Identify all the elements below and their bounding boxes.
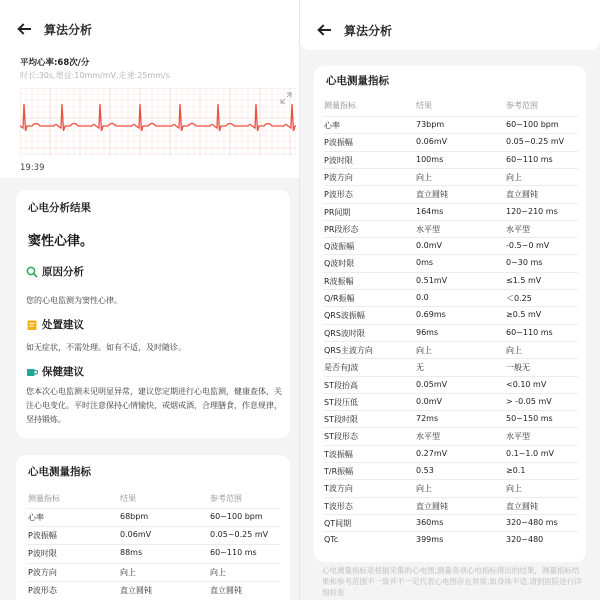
cell-indicator: Q/R振幅 bbox=[324, 294, 355, 303]
cell-range: 一般无 bbox=[506, 363, 530, 373]
cell-indicator: ST段压低 bbox=[324, 397, 358, 407]
cell-range: 320~480 ms bbox=[506, 517, 558, 527]
table-row bbox=[324, 137, 596, 148]
table-row bbox=[324, 380, 596, 391]
cell-result: 向上 bbox=[120, 567, 136, 577]
table-row bbox=[324, 310, 596, 321]
advice-title-text: 处置建议 bbox=[42, 319, 84, 331]
cell-result: 96ms bbox=[416, 327, 439, 337]
row-divider bbox=[324, 151, 578, 152]
cell-indicator: ST段形态 bbox=[324, 432, 358, 442]
table-row bbox=[28, 530, 300, 541]
row-divider bbox=[324, 376, 578, 377]
analysis-result-card bbox=[16, 190, 290, 438]
row-divider bbox=[324, 168, 578, 169]
table-row bbox=[324, 535, 596, 544]
table-row bbox=[324, 224, 596, 235]
table-row bbox=[324, 293, 596, 304]
cell-range: 水平型 bbox=[506, 432, 530, 442]
cell-indicator: P波时限 bbox=[28, 549, 57, 559]
cell-indicator: 心率 bbox=[28, 513, 44, 522]
cell-result: 水平型 bbox=[416, 224, 440, 234]
cell-result: 无 bbox=[416, 363, 424, 373]
cell-indicator: P波形态 bbox=[28, 585, 57, 595]
cell-range: 向上 bbox=[506, 345, 522, 355]
cause-section-title bbox=[26, 264, 84, 279]
row-divider bbox=[28, 563, 280, 564]
cell-result: 164ms bbox=[416, 206, 444, 216]
cause-text: 您的心电监测为窦性心律。 bbox=[26, 296, 122, 305]
row-divider bbox=[28, 526, 280, 527]
row-divider bbox=[324, 116, 578, 117]
table-row bbox=[324, 518, 596, 529]
cause-title-text: 原因分析 bbox=[42, 266, 84, 278]
row-divider bbox=[324, 393, 578, 394]
table-row bbox=[324, 397, 596, 408]
table-row bbox=[324, 258, 596, 269]
cell-range: 向上 bbox=[210, 567, 226, 577]
search-icon bbox=[26, 266, 38, 278]
cell-result: 0.06mV bbox=[416, 137, 448, 147]
cell-range: ＜0.25 bbox=[506, 294, 532, 303]
advice-text: 如无症状，不需处理。如有不适，及时随诊。 bbox=[26, 343, 186, 352]
row-divider bbox=[324, 462, 578, 463]
cell-range: 直立圆钝 bbox=[506, 501, 538, 511]
cell-range: 60~110 ms bbox=[210, 548, 257, 558]
advice-section-title bbox=[26, 317, 84, 332]
cup-icon bbox=[26, 366, 38, 378]
cell-range: 直立圆钝 bbox=[506, 190, 538, 200]
cell-range: ≤1.5 mV bbox=[506, 275, 542, 285]
cell-range: 60~110 ms bbox=[506, 154, 553, 164]
cell-range: 向上 bbox=[506, 172, 522, 182]
analysis-card-title: 心电分析结果 bbox=[28, 202, 91, 214]
cell-range: 向上 bbox=[506, 484, 522, 494]
cell-result: 向上 bbox=[416, 345, 432, 355]
row-divider bbox=[28, 581, 280, 582]
table-row bbox=[324, 120, 596, 131]
cell-range: 120~210 ms bbox=[506, 206, 558, 216]
cell-range: 0~30 ms bbox=[506, 258, 543, 268]
row-divider bbox=[324, 341, 578, 342]
table-row bbox=[324, 189, 596, 200]
cell-indicator: ST段时限 bbox=[324, 415, 358, 425]
row-divider bbox=[28, 544, 280, 545]
table-row bbox=[324, 449, 596, 460]
table-row bbox=[324, 328, 596, 339]
cell-indicator: T/R振幅 bbox=[324, 467, 354, 476]
row-divider bbox=[324, 185, 578, 186]
row-divider bbox=[324, 497, 578, 498]
cell-range: 60~100 bpm bbox=[210, 512, 263, 521]
table-row bbox=[324, 172, 596, 183]
cell-range: 直立圆钝 bbox=[210, 585, 242, 595]
rhythm-result: 窦性心律。 bbox=[28, 234, 94, 249]
cell-range: 60~110 ms bbox=[506, 327, 553, 337]
measurement-table-header bbox=[28, 493, 300, 504]
cell-result: 0.69ms bbox=[416, 310, 446, 320]
cell-indicator: PR间期 bbox=[324, 207, 351, 217]
cell-range: ≥0.5 mV bbox=[506, 310, 542, 320]
cell-range: 320~480 bbox=[506, 535, 544, 545]
table-row bbox=[28, 585, 300, 596]
table-row bbox=[324, 501, 596, 512]
row-divider bbox=[324, 479, 578, 480]
cell-indicator: P波振幅 bbox=[28, 531, 57, 541]
row-divider bbox=[324, 531, 578, 532]
row-divider bbox=[324, 445, 578, 446]
record-time: 19:39 bbox=[20, 163, 45, 173]
row-divider bbox=[324, 237, 578, 238]
table-row bbox=[324, 207, 596, 218]
cell-result: 0.06mV bbox=[120, 530, 152, 540]
cell-result: 0.27mV bbox=[416, 448, 448, 458]
row-divider bbox=[324, 427, 578, 428]
cell-result: 直立圆钝 bbox=[416, 190, 448, 200]
ecg-chart bbox=[20, 88, 296, 156]
measurement-card bbox=[16, 455, 290, 600]
health-section-title bbox=[26, 364, 84, 379]
row-divider bbox=[324, 324, 578, 325]
cell-result: 0.0 bbox=[416, 293, 429, 302]
table-row bbox=[324, 414, 596, 425]
cell-indicator: 心率 bbox=[324, 121, 340, 130]
cell-indicator: QTc bbox=[324, 535, 339, 545]
table-row bbox=[324, 276, 596, 287]
cell-range: 0.05~0.25 mV bbox=[210, 530, 269, 540]
row-divider bbox=[324, 272, 578, 273]
cell-range: 60~100 bpm bbox=[506, 120, 559, 129]
back-arrow-icon[interactable] bbox=[18, 22, 32, 36]
row-divider bbox=[324, 289, 578, 290]
cell-result: 0.05mV bbox=[416, 379, 448, 389]
cell-indicator: QRS波振幅 bbox=[324, 311, 365, 321]
measurement-card bbox=[314, 66, 586, 562]
header-result: 结果 bbox=[120, 494, 136, 503]
header-result: 结果 bbox=[416, 101, 432, 110]
measurement-card-title: 心电测量指标 bbox=[28, 466, 91, 478]
cell-indicator: T波形态 bbox=[324, 501, 353, 511]
recording-meta: 时长:30s,增益:10mm/mV,走速:25mm/s bbox=[20, 71, 170, 80]
cell-result: 0.0mV bbox=[416, 241, 442, 251]
cell-result: 88ms bbox=[120, 548, 143, 558]
health-title-text: 保健建议 bbox=[42, 366, 84, 378]
cell-indicator: P波形态 bbox=[324, 190, 353, 200]
cell-indicator: P波方向 bbox=[28, 567, 57, 577]
right-screen bbox=[300, 0, 600, 600]
table-row bbox=[324, 241, 596, 252]
cell-range: <0.10 mV bbox=[506, 379, 547, 389]
header-indicator: 测量指标 bbox=[28, 494, 60, 503]
cell-result: 水平型 bbox=[416, 432, 440, 442]
cell-result: 360ms bbox=[416, 517, 444, 527]
header-range: 参考范围 bbox=[210, 494, 242, 503]
row-divider bbox=[324, 220, 578, 221]
row-divider bbox=[324, 203, 578, 204]
header-indicator: 测量指标 bbox=[324, 101, 356, 110]
cell-result: 0ms bbox=[416, 258, 434, 268]
cell-indicator: P波时限 bbox=[324, 155, 353, 165]
cell-indicator: Q波时限 bbox=[324, 259, 355, 269]
cell-indicator: T波振幅 bbox=[324, 449, 353, 459]
row-divider bbox=[324, 358, 578, 359]
table-row bbox=[324, 362, 596, 373]
table-row bbox=[28, 512, 300, 523]
table-row bbox=[324, 483, 596, 494]
disclaimer-note: 心电测量指标是根据采集的心电图,测量各项心电指标得出的结果，测量指标结果和参考范围不一致并不一定代表心电图存在异常,如身体不适,请到医院进行详细检查 bbox=[322, 566, 582, 597]
table-row bbox=[324, 466, 596, 477]
table-row bbox=[324, 345, 596, 356]
header-range: 参考范围 bbox=[506, 101, 538, 110]
cell-indicator: T波方向 bbox=[324, 484, 353, 494]
cell-result: 向上 bbox=[416, 172, 432, 182]
page-title: 算法分析 bbox=[44, 22, 93, 37]
row-divider bbox=[28, 508, 280, 509]
cell-result: 直立圆钝 bbox=[416, 501, 448, 511]
cell-indicator: QRS主波方向 bbox=[324, 345, 373, 355]
cell-result: 0.53 bbox=[416, 466, 434, 475]
row-divider bbox=[324, 254, 578, 255]
cell-range: -0.5~0 mV bbox=[506, 241, 550, 251]
cell-result: 68bpm bbox=[120, 512, 149, 521]
cell-result: 72ms bbox=[416, 414, 439, 424]
cell-indicator: PR段形态 bbox=[324, 224, 359, 234]
table-row bbox=[28, 548, 300, 559]
cell-range: > -0.05 mV bbox=[506, 396, 552, 406]
cell-result: 399ms bbox=[416, 535, 444, 545]
measurement-card-title: 心电测量指标 bbox=[326, 75, 389, 87]
table-row bbox=[324, 155, 596, 166]
health-text: 您本次心电监测未见明显异常，建议您定期进行心电监测，健康查体，关注心电变化。平时注意保持心情愉快，戒烟戒酒，合理膳食，作息规律，坚持锻炼。 bbox=[26, 387, 282, 424]
cell-result: 0.51mV bbox=[416, 275, 448, 285]
cell-indicator: QRS波时限 bbox=[324, 328, 365, 338]
cell-range: 50~150 ms bbox=[506, 414, 553, 424]
cell-indicator: ST段抬高 bbox=[324, 380, 358, 390]
row-divider bbox=[324, 306, 578, 307]
average-heart-rate: 平均心率:68次/分 bbox=[20, 58, 90, 68]
left-topbar bbox=[0, 18, 92, 40]
cell-range: 0.1~1.0 mV bbox=[506, 448, 554, 458]
cell-range: ≥0.1 bbox=[506, 466, 526, 475]
cell-range: 0.05~0.25 mV bbox=[506, 137, 565, 147]
row-divider bbox=[324, 514, 578, 515]
cell-indicator: R波振幅 bbox=[324, 276, 354, 286]
cell-result: 100ms bbox=[416, 154, 444, 164]
back-arrow-icon[interactable] bbox=[318, 23, 332, 37]
cell-result: 直立圆钝 bbox=[120, 585, 152, 595]
cell-indicator: Q波振幅 bbox=[324, 242, 355, 252]
table-row bbox=[28, 567, 300, 578]
cell-result: 73bpm bbox=[416, 120, 445, 129]
expand-icon[interactable] bbox=[280, 92, 292, 104]
cell-indicator: P波方向 bbox=[324, 172, 353, 182]
row-divider bbox=[324, 410, 578, 411]
page-title: 算法分析 bbox=[344, 23, 393, 38]
cell-indicator: 是否有J波 bbox=[324, 363, 359, 373]
row-divider bbox=[324, 133, 578, 134]
cell-indicator: QT间期 bbox=[324, 518, 352, 528]
cell-result: 0.0mV bbox=[416, 396, 442, 406]
cell-indicator: P波振幅 bbox=[324, 138, 353, 148]
cell-result: 向上 bbox=[416, 484, 432, 494]
measurement-table-header bbox=[324, 100, 596, 111]
right-topbar bbox=[300, 0, 600, 50]
cell-range: 水平型 bbox=[506, 224, 530, 234]
clipboard-icon bbox=[26, 319, 38, 331]
table-row bbox=[324, 431, 596, 442]
